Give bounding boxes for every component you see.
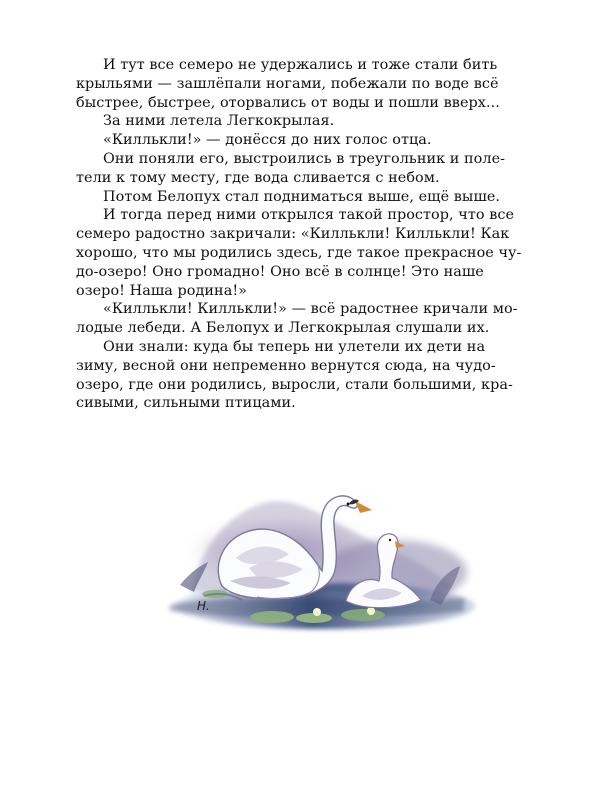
story-line-19: сивыми, сильными птицами. <box>76 395 296 412</box>
story-line-10: семеро радостно закричали: «Киллькли! Киллькли! Как <box>76 226 510 243</box>
story-line-6: Они поняли его, выстроились в треугольник и поле- <box>103 150 506 167</box>
illustrator-signature: Н. <box>197 599 210 613</box>
story-line-14: «Киллькли! Киллькли!» — всё радостнее кричали мо- <box>103 301 518 318</box>
paragraph-3 <box>76 131 554 150</box>
story-line-15: лодые лебеди. А Белопух и Легкокрылая слушали их. <box>76 320 490 337</box>
story-line-4: За ними летела Легкокрылая. <box>103 113 335 130</box>
story-line-13: озеро! Наша родина!» <box>76 282 248 299</box>
paragraph-8 <box>76 338 554 413</box>
story-line-11: хорошо, что мы родились здесь, где такое прекрасное чу- <box>76 244 522 261</box>
story-line-2: крыльями — зашлёпали ногами, побежали по воде всё <box>76 75 499 92</box>
story-line-1: И тут все семеро не удержались и тоже стали бить <box>103 57 498 73</box>
story-line-17: зиму, весной они непременно вернутся сюда, на чудо- <box>76 357 496 374</box>
story-line-16: Они знали: куда бы теперь ни улетели их дети на <box>103 338 486 355</box>
paragraph-2 <box>76 112 554 131</box>
story-line-3: быстрее, быстрее, оторвались от воды и пошли вверх... <box>76 94 500 111</box>
story-line-5: «Киллькли!» — донёсся до них голос отца. <box>103 132 432 149</box>
paragraph-7 <box>76 300 554 338</box>
story-line-9: И тогда перед ними открылся такой простор, что все <box>103 207 515 224</box>
paragraph-5 <box>76 188 554 207</box>
story-line-12: до-озеро! Оно громадно! Оно всё в солнце! Это наше <box>76 263 484 280</box>
story-text <box>76 56 554 413</box>
paragraph-4 <box>76 150 554 188</box>
paragraph-1 <box>76 56 554 112</box>
story-line-7: тели к тому месту, где вода сливается с небом. <box>76 169 440 186</box>
story-line-8: Потом Белопух стал подниматься выше, ещё выше. <box>103 188 501 205</box>
story-line-18: озеро, где они родились, выросли, стали большими, кра- <box>76 376 513 393</box>
swan-lake-illustration <box>160 470 480 640</box>
paragraph-6 <box>76 206 554 300</box>
